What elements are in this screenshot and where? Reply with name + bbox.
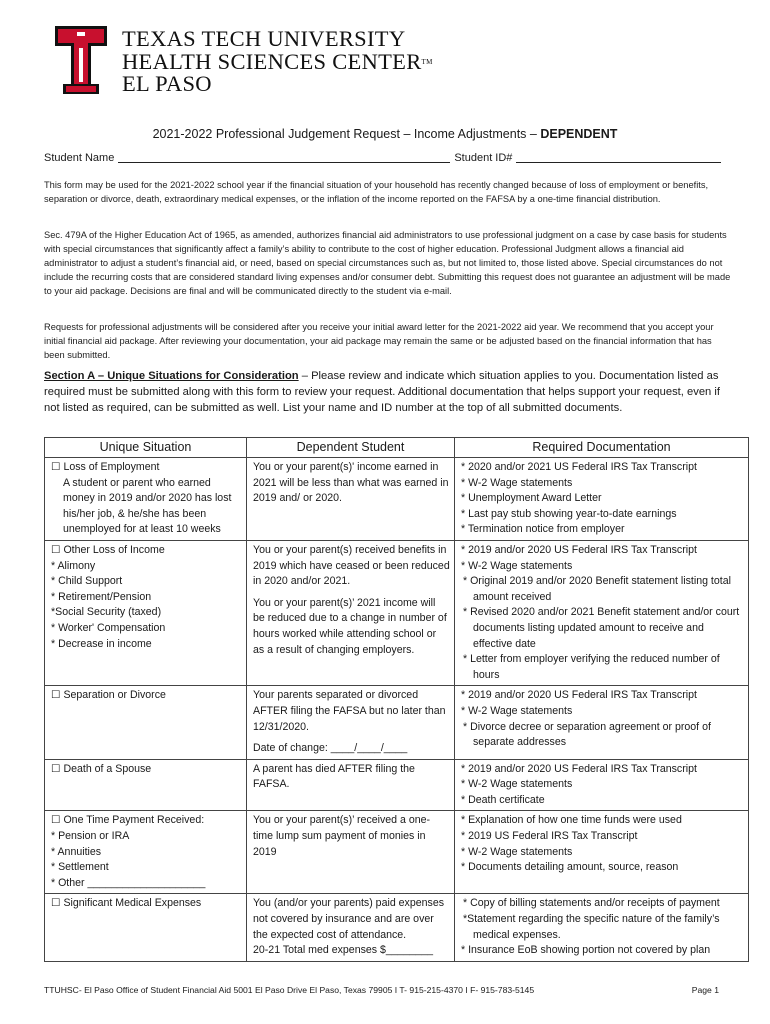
situation-item: * Pension or IRA [51,830,130,843]
title-bold: DEPENDENT [540,127,618,141]
situation-checkbox-label[interactable]: ☐ Loss of Employment [51,461,160,473]
dependent-student-cell [247,811,455,894]
documentation-cell [455,540,749,685]
table-row [45,894,749,961]
doc-item: * 2019 and/or 2020 US Federal IRS Tax Transcript [461,689,697,702]
student-text: You or your parent(s) received benefits in 2019 which have ceased or been reduced in 2020 and/or 2021. [253,543,450,588]
situation-item: * Worker' Compensation [51,621,166,634]
doc-item: * Letter from employer verifying the reduced number of hours [463,653,720,681]
situation-cell[interactable] [45,458,247,541]
doc-item: * Unemployment Award Letter [461,492,602,505]
dependent-student-cell [247,686,455,759]
header-unique-situation: Unique Situation [45,438,247,458]
doc-item: * W-2 Wage statements [461,778,573,791]
situation-item: * Retirement/Pension [51,590,152,603]
student-id-line [44,152,734,164]
form-title [0,127,770,141]
dependent-student-cell [247,540,455,685]
doc-item: * Original 2019 and/or 2020 Benefit statement listing total amount received [463,575,731,603]
doc-item: * W-2 Wage statements [461,704,573,717]
doc-item: * Copy of billing statements and/or receipts of payment [463,897,720,910]
doc-item: * Explanation of how one time funds were used [461,814,682,827]
date-of-change-field[interactable]: Date of change: ____/____/____ [253,742,408,755]
table-row [45,759,749,811]
doc-item: * Termination notice from employer [461,523,625,536]
doc-item: * 2020 and/or 2021 US Federal IRS Tax Transcript [461,461,697,473]
situation-item: * Alimony [51,559,96,572]
section-a-heading: Section A – Unique Situations for Consideration [44,370,299,382]
table-row [45,686,749,759]
situation-item: * Annuities [51,845,102,858]
student-id-field[interactable] [516,152,721,163]
situation-cell[interactable] [45,894,247,961]
situation-item: * Decrease in income [51,637,152,650]
footer-address: TTUHSC- El Paso Office of Student Financial Aid 5001 El Paso Drive El Paso, Texas 79905 I T- 915-215-4370 I F- 915-783-5145 [44,985,535,995]
situation-checkbox-label[interactable]: ☐ One Time Payment Received: [51,814,205,827]
student-text: You or your parent(s)' income earned in 2021 will be less than what was earned in 2019 and/ or 2020. [253,461,449,505]
org-line1: TEXAS TECH UNIVERSITY [122,26,406,51]
doc-item: * Death certificate [461,793,545,806]
student-id-label: Student ID# [454,152,513,164]
situation-item: * Settlement [51,861,109,874]
table-row [45,811,749,894]
org-line3: EL PASO [122,71,212,96]
documentation-cell [455,759,749,811]
table-row [45,458,749,541]
documentation-cell [455,894,749,961]
situation-cell[interactable] [45,686,247,759]
doc-item: * W-2 Wage statements [461,559,573,572]
ttuhsc-logo [55,26,107,96]
other-field[interactable]: * Other ____________________ [51,876,206,889]
student-name-label: Student Name [44,152,115,164]
section-a-text: – Please review and indicate which situation applies to you. Documentation listed as required must be submitted along with this form to review your request. Additional documentation that helps support your request, even if not listed as required, can be submitted as well. List your name and ID number at the top of all submitted documents. [44,370,720,414]
situation-cell[interactable] [45,540,247,685]
student-text: You or your parent(s)’ 2021 income will be reduced due to a change in number of hours worked while attending school or as a result of changing employers. [253,596,447,656]
doc-item: * Revised 2020 and/or 2021 Benefit statement and/or court documents listing updated amount to receive and effective date [463,606,740,650]
situation-item: * Child Support [51,575,123,588]
med-expenses-field[interactable]: 20-21 Total med expenses $________ [253,944,434,957]
doc-item: * 2019 US Federal IRS Tax Transcript [461,830,638,843]
situation-item: *Social Security (taxed) [51,606,162,619]
org-line2: HEALTH SCIENCES CENTER [122,48,422,74]
student-text: You (and/or your parents) paid expenses not covered by insurance and are over the expected cost of attendance. [253,897,445,941]
doc-item: * 2019 and/or 2020 US Federal IRS Tax Transcript [461,762,697,775]
title-prefix: 2021-2022 Professional Judgement Request – Income Adjustments – [152,127,541,141]
trademark: TM [421,57,433,66]
situation-checkbox-label[interactable]: ☐ Separation or Divorce [51,689,166,702]
student-text: Your parents separated or divorced AFTER filing the FAFSA but no later than 12/31/2020. [253,689,446,733]
doc-item: * Divorce decree or separation agreement or proof of separate addresses [463,720,711,749]
doc-item: * 2019 and/or 2020 US Federal IRS Tax Transcript [461,543,697,556]
doc-item: *Statement regarding the specific nature of the family’s medical expenses. [463,913,720,941]
dependent-student-cell [247,894,455,961]
header-dependent-student: Dependent Student [247,438,455,458]
page-number: Page 1 [691,985,719,995]
documentation-cell [455,458,749,541]
student-text: A parent has died AFTER filing the FAFSA. [253,762,415,791]
page-footer [44,985,719,995]
table-header-row [45,438,749,458]
institution-name [122,28,433,96]
doc-item: * Last pay stub showing year-to-date earnings [461,507,677,520]
situation-cell[interactable] [45,759,247,811]
hea-paragraph: Sec. 479A of the Higher Education Act of 1965, as amended, authorizes financial aid administrators to use professional judgment on a case by case basis for students with special circumstances that significantly affect a family’s ability to contribute to the cost of higher education. Professional Judgment allows a financial aid administrator to adjust a student’s financial aid, or need, based on special circumstances such as, but not limited to, those listed above. Special circumstances do not include the recurring costs that are considered standard living expenses and/or consumer debt. Submitting this request does not guarantee an adjustment will be made to your aid package. Decisions are final and will be communicated directly to the student via e-mail. [44,230,731,296]
documentation-cell [455,811,749,894]
table-row [45,540,749,685]
dependent-student-cell [247,759,455,811]
situation-checkbox-label[interactable]: ☐ Other Loss of Income [51,543,165,556]
situation-cell[interactable] [45,811,247,894]
doc-item: * W-2 Wage statements [461,845,573,858]
doc-item: * Documents detailing amount, source, reason [461,861,679,874]
situation-checkbox-label[interactable]: ☐ Significant Medical Expenses [51,897,202,910]
header-required-documentation: Required Documentation [455,438,749,458]
section-a-intro [44,368,734,416]
situations-table [44,437,749,962]
student-text: You or your parent(s)’ received a one-time lump sum payment of monies in 2019 [253,814,431,858]
requests-paragraph: Requests for professional adjustments will be considered after you receive your initial award letter for the 2021-2022 aid year. We recommend that you accept your initial financial aid package. After reviewing your documentation, your aid package may remain the same or be adjusted based on the financial information that has been submitted. [44,322,714,360]
situation-description: A student or parent who earned money in 2019 and/or 2020 has lost his/her job, & he/she has been unemployed for at least 10 weeks [63,476,232,536]
doc-item: * W-2 Wage statements [461,476,573,489]
student-name-field[interactable] [118,152,450,163]
intro-paragraph: This form may be used for the 2021-2022 school year if the financial situation of your household has recently changed because of loss of employment or benefits, separation or divorce, death, extraordinary medical expenses, or the inflation of the income reported on the FAFSA by a one-time financial distribution. [44,180,709,204]
dependent-student-cell [247,458,455,541]
situation-checkbox-label[interactable]: ☐ Death of a Spouse [51,762,152,775]
doc-item: * Insurance EoB showing portion not covered by plan [461,944,711,957]
documentation-cell [455,686,749,759]
